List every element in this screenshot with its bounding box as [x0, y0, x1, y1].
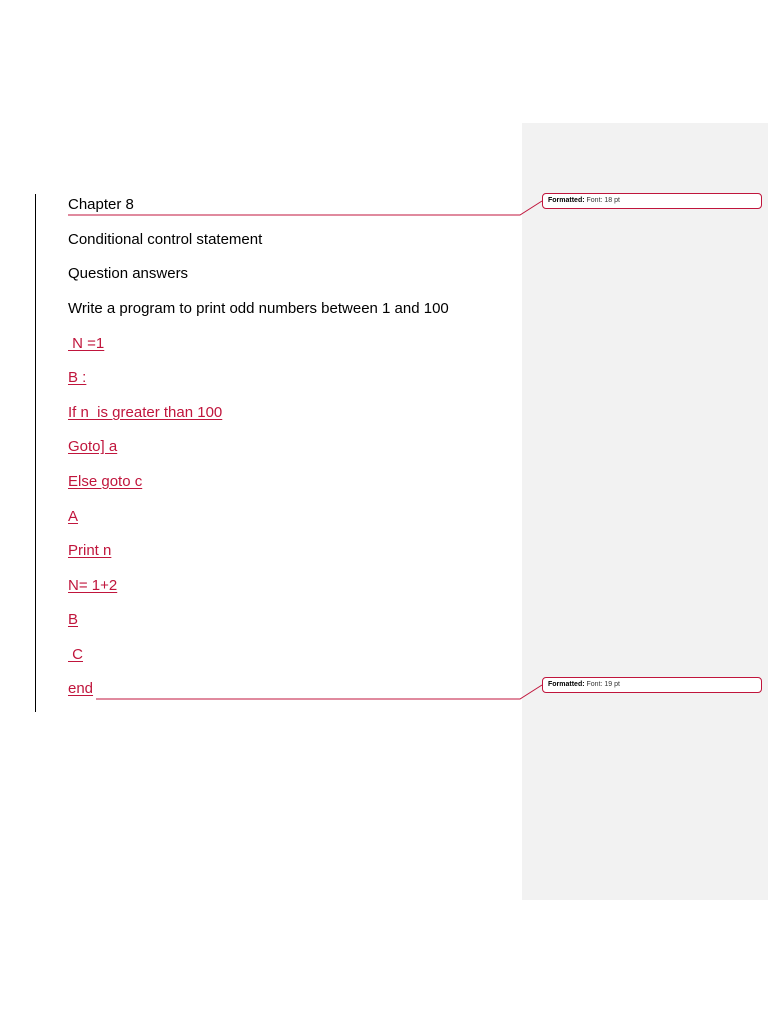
code-line: C — [68, 646, 83, 663]
code-line: B : — [68, 369, 87, 386]
code-line: Else goto c — [68, 473, 143, 490]
comment-balloon-1[interactable] — [542, 193, 762, 209]
code-line: N= 1+2 — [68, 577, 118, 594]
code-line: end — [68, 680, 94, 697]
chapter-heading: Chapter 8 — [68, 196, 134, 213]
connector-line-1 — [68, 201, 542, 215]
code-line: If n is greater than 100 — [68, 404, 223, 421]
code-line: N =1 — [68, 335, 105, 352]
subheading: Question answers — [68, 265, 189, 282]
section-title: Conditional control statement — [68, 231, 263, 248]
connector-line-2 — [96, 685, 542, 699]
code-line: Goto] a — [68, 438, 118, 455]
code-line: B — [68, 611, 79, 628]
comment-balloon-2[interactable] — [542, 677, 762, 693]
question-text: Write a program to print odd numbers between 1 and 100 — [68, 300, 449, 317]
comment-label: Formatted: — [548, 197, 585, 204]
comment-label: Formatted: — [548, 681, 585, 688]
comment-detail: Font: 19 pt — [586, 681, 620, 688]
code-line: Print n — [68, 542, 112, 559]
code-line: A — [68, 508, 79, 525]
comment-detail: Font: 18 pt — [586, 197, 620, 204]
